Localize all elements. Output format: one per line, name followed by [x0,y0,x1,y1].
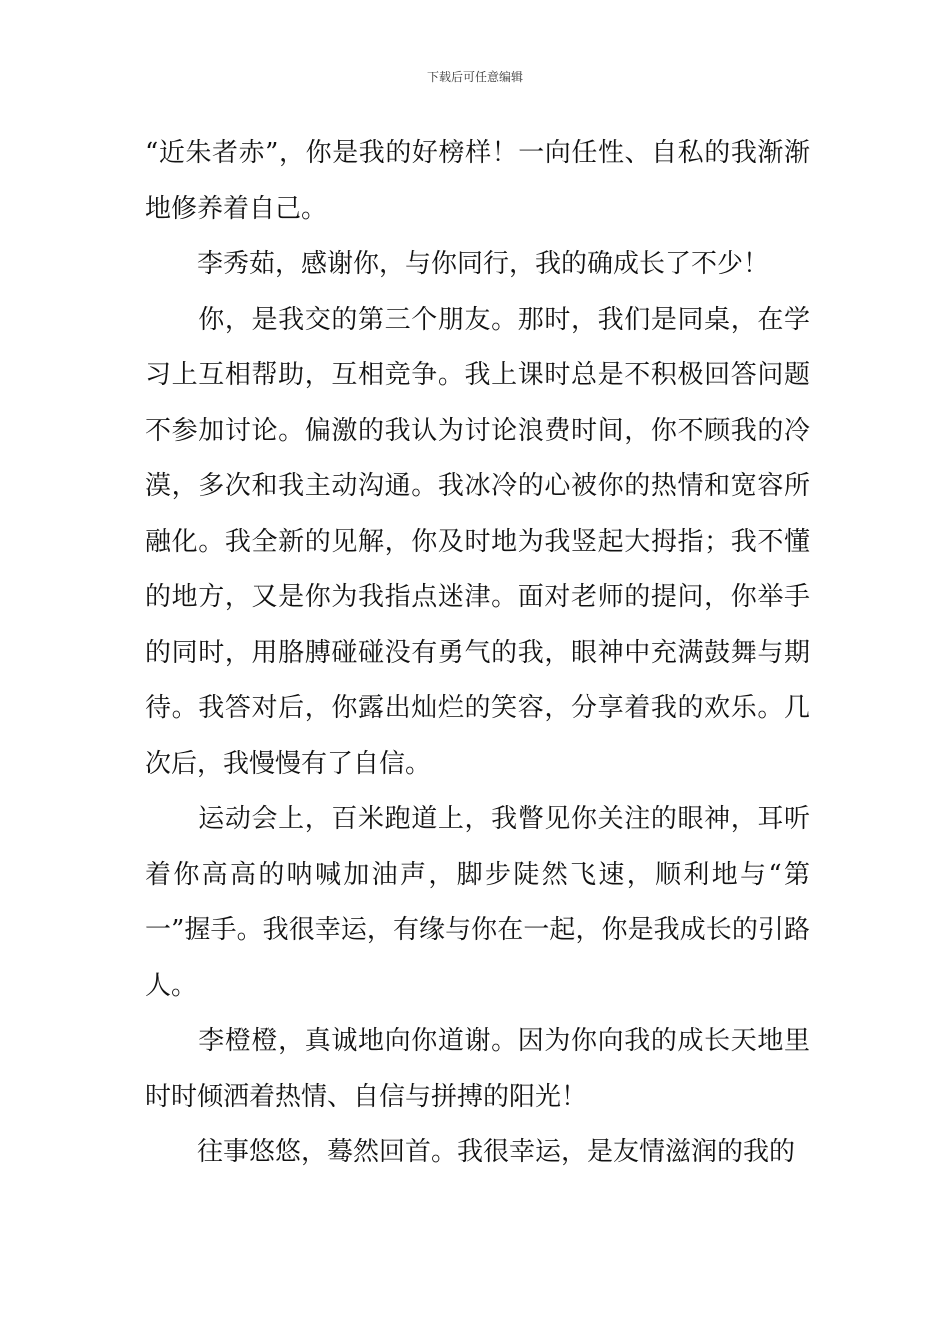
paragraph-6: 往事悠悠，蓦然回首。我很幸运，是友情滋润的我的 [197,1137,796,1167]
document-body [145,126,810,1181]
page-header: 下载后可任意编辑 [426,70,523,84]
paragraph-3: 你，是我交的第三个朋友。那时，我们是同桌，在学习上互相帮助，互相竞争。我上课时总是不积极回答问题不参加讨论。偏激的我认为讨论浪费时间，你不顾我的冷漠，多次和我主动沟通。我冰冷的心被你的热情和宽容所融化。我全新的见解，你及时地为我竖起大拇指；我不懂的地方，又是你为我指点迷津。面对老师的提问，你举手的同时，用胳膊碰碰没有勇气的我，眼神中充满鼓舞与期待。我答对后，你露出灿烂的笑容，分享着我的欢乐。几次后，我慢慢有了自信。 [145,304,810,779]
paragraph-5: 李橙橙，真诚地向你道谢。因为你向我的成长天地里时时倾洒着热情、自信与拼搏的阳光！ [145,1026,810,1112]
paragraph-1: “近朱者赤”，你是我的好榜样！一向任性、自私的我渐渐地修养着自己。 [145,138,810,224]
paragraph-2: 李秀茹，感谢你，与你同行，我的确成长了不少！ [197,249,770,279]
paragraph-4: 运动会上，百米跑道上，我瞥见你关注的眼神，耳听着你高高的呐喊加油声，脚步陡然飞速，顺利地与“第一”握手。我很幸运，有缘与你在一起，你是我成长的引路人。 [145,804,810,1001]
